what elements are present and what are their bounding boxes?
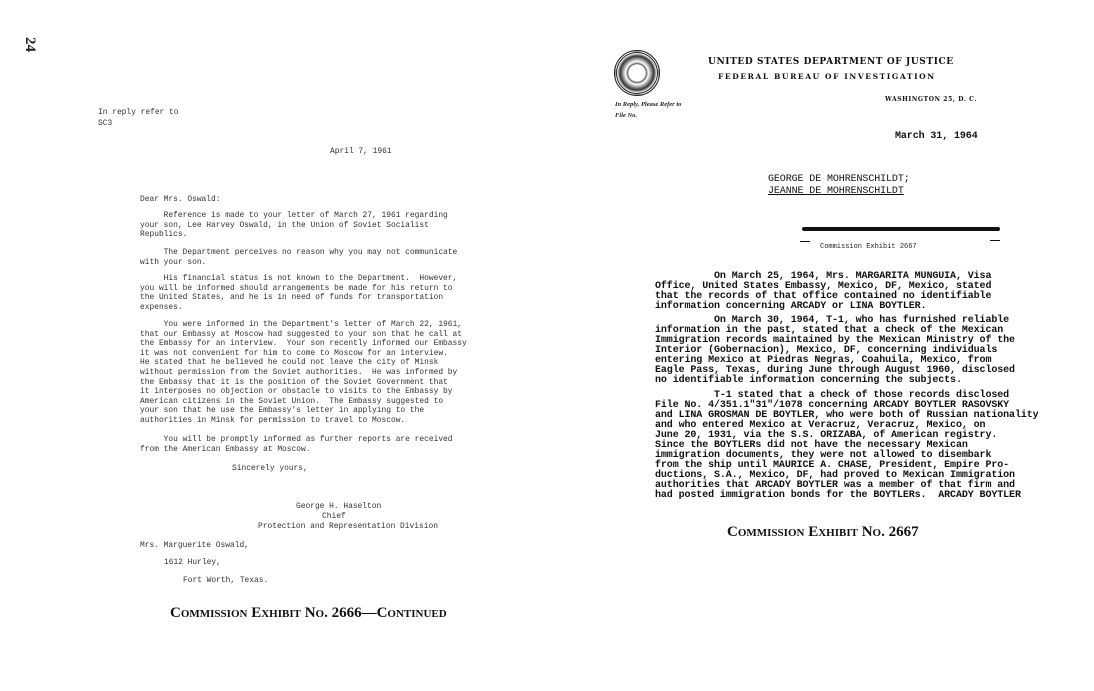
addressee-city: Fort Worth, Texas. (183, 576, 269, 585)
closing: Sincerely yours, (232, 464, 308, 473)
addressee-name: Mrs. Marguerite Oswald, (140, 541, 249, 550)
addressee-street: 1612 Hurley, (164, 558, 221, 567)
exhibit-label: Commission Exhibit 2667 (820, 243, 917, 251)
paragraph: On March 30, 1964, T-1, who has furnished reliable information in the past, stated that a check of the Mexican Immigration records maintained by the Mexican Ministry of the Interior (Gobernacion), Mexico, DF, concerning individuals entering Mexico at Piedras Negras, Coahuila, Mexico, from Eagle Pass, Texas, during June through August 1960, disclosed no identifiable information concerning the subjects. (655, 315, 1015, 386)
location: WASHINGTON 25, D. C. (885, 96, 978, 103)
reply-ref-code: SC3 (98, 119, 113, 128)
reply-note: In Reply, Please Refer to (615, 101, 682, 108)
reply-ref-line: In reply refer to (98, 108, 179, 117)
department-heading: UNITED STATES DEPARTMENT OF JUSTICE (708, 57, 954, 67)
signer-name: George H. Haselton (296, 502, 382, 511)
exhibit-caption-left: Commission Exhibit No. 2666—Continued (170, 605, 447, 621)
page-number: 24 (22, 37, 38, 52)
fbi-seal-icon (614, 50, 660, 96)
subject-line: GEORGE DE MOHRENSCHILDT; (768, 174, 910, 185)
paragraph: On March 25, 1964, Mrs. MARGARITA MUNGUIA, Visa Office, United States Embassy, Mexico, DF, Mexico, stated that the records of that office contained no identifiable information concerning ARCADY or LINA BOYTLER. (655, 271, 992, 312)
paragraph: T-1 stated that a check of those records disclosed File No. 4/351.1"31"/1078 concerning ARCADY BOYTLER RASOVSKY and LINA GROSMAN DE BOYTLER, who were both of Russian nationality and who entered Mexico at Veracruz, Veracruz, Mexico, on June 20, 1931, via the S.S. ORIZABA, of American registry. Since the BOYTLERs did not have the necessary Mexican immigration documents, they were not allowed to disembark from the ship until MAURICE A. CHASE, President, Empire Pro- ductions, S.A., Mexico, DF, had proved to Mexican Immigration authorities that ARCADY BOYTLER was a member of that firm and had posted immigration bonds for the BOYTLERs. ARCADY BOYTLER (655, 390, 1039, 501)
subject-line: JEANNE DE MOHRENSCHILDT (768, 186, 904, 197)
redaction-bar (802, 227, 1000, 231)
paragraph: You will be promptly informed as further reports are received from the American Embassy at Moscow. (140, 435, 453, 454)
letter-date: April 7, 1961 (330, 147, 392, 156)
bureau-heading: FEDERAL BUREAU OF INVESTIGATION (718, 72, 936, 81)
paragraph: You were informed in the Department's letter of March 22, 1961, that our Embassy at Moscow had suggested to your son that he call at the Embassy for an interview. Your son recently informed our Embassy it was not convenient for him to come to Moscow for an interview. He stated that he believed he could not leave the city of Minsk without permission from the Soviet authorities. He was informed by the Embassy that it is the position of the Soviet Government that it interposes no objection or obstacle to visits to the Embassy by American citizens in the Soviet Union. The Embassy suggested to your son that he use the Embassy's letter in applying to the authorities in Minsk for permission to travel to Moscow. (140, 320, 467, 425)
letter-date: March 31, 1964 (895, 131, 978, 142)
exhibit-caption-right: Commission Exhibit No. 2667 (727, 524, 919, 540)
file-no: File No. (615, 112, 638, 119)
signer-division: Protection and Representation Division (258, 522, 438, 531)
paragraph: His financial status is not known to the Department. However, you will be informed should arrangements be made for his return to the United States, and he is in need of funds for transportation expenses. (140, 274, 458, 312)
paragraph: Reference is made to your letter of March 27, 1961 regarding your son, Lee Harvey Oswald, in the Union of Soviet Socialist Republics. (140, 211, 448, 240)
divider (800, 241, 810, 242)
paragraph: The Department perceives no reason why you may not communicate with your son. (140, 248, 458, 267)
salutation: Dear Mrs. Oswald: (140, 195, 221, 204)
divider (990, 240, 1000, 241)
signer-title: Chief (322, 512, 346, 521)
